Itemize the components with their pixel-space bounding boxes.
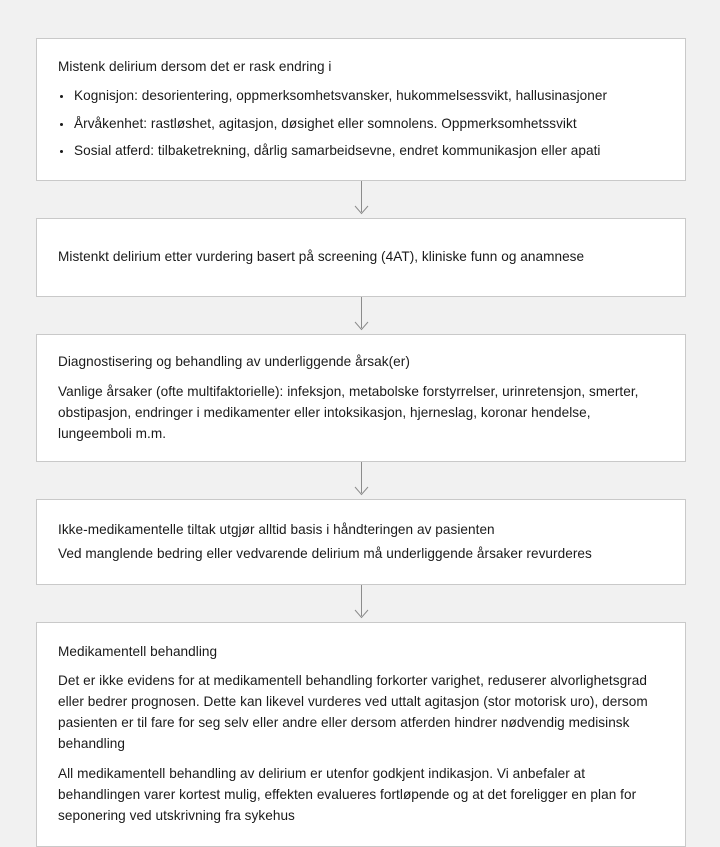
bullet-dot-icon (60, 95, 63, 98)
list-item (58, 86, 665, 107)
box-heading: Mistenk delirium dersom det er rask endring i (58, 59, 332, 74)
bullet-dot-icon (60, 123, 63, 126)
box-paragraph: Vanlige årsaker (ofte multifaktorielle): infeksjon, metabolske forstyrrelser, urinretensjon, smerter, obstipasjon, endringer i medikamenter eller intoksikasjon, hjerneslag, koronar hendelse, lungeemboli m.m. (58, 383, 639, 441)
list-item-label: Kognisjon: desorientering, oppmerksomhetsvansker, hukommelsessvikt, hallusinasjoner (74, 87, 608, 103)
list-item-label: Årvåkenhet: rastløshet, agitasjon, døsighet eller somnolens. Oppmerksomhetssvikt (74, 115, 577, 131)
symptom-bullet-list (58, 86, 665, 162)
down-arrow-icon (36, 181, 686, 218)
box-heading: Diagnostisering og behandling av underliggende årsak(er) (58, 353, 410, 369)
down-arrow-icon (36, 462, 686, 499)
flow-box-suspected-after-screening (36, 218, 686, 297)
box-paragraph: Ved manglende bedring eller vedvarende delirium må underliggende årsaker revurderes (58, 545, 592, 561)
connector-3-4 (36, 462, 686, 499)
box-heading: Ikke-medikamentelle tiltak utgjør alltid basis i håndteringen av pasienten (58, 521, 495, 537)
box-heading: Medikamentell behandling (58, 643, 218, 659)
connector-4-5 (36, 585, 686, 622)
list-item (58, 114, 665, 135)
flowchart-stack (36, 38, 686, 847)
list-item (58, 141, 665, 162)
box-paragraph: Det er ikke evidens for at medikamentell behandling forkorter varighet, reduserer alvorlighetsgrad eller bedrer prognosen. Dette kan likevel vurderes ved uttalt agitasjon (stor motorisk uro), dersom pasienten er til fare for seg selv eller andre eller dersom atferden hindrer nødvendig medisinsk behandling (58, 673, 648, 752)
flow-box-diagnose-and-treat-causes (36, 334, 686, 462)
box-heading: Mistenkt delirium etter vurdering basert på screening (4AT), kliniske funn og anamnese (58, 249, 585, 265)
bullet-dot-icon (60, 150, 63, 153)
down-arrow-icon (36, 585, 686, 622)
connector-1-2 (36, 181, 686, 218)
flow-box-suspect-delirium (36, 38, 686, 181)
box-paragraph: All medikamentell behandling av delirium er utenfor godkjent indikasjon. Vi anbefaler at behandlingen varer kortest mulig, effekten evalueres fortløpende og at det foreligger en plan for seponering ved utskrivning fra sykehus (58, 766, 637, 824)
list-item-label: Sosial atferd: tilbaketrekning, dårlig samarbeidsevne, endret kommunikasjon eller apati (74, 143, 601, 159)
flow-box-non-pharmacological (36, 499, 686, 585)
connector-2-3 (36, 297, 686, 334)
down-arrow-icon (36, 297, 686, 334)
flow-box-pharmacological (36, 622, 686, 847)
